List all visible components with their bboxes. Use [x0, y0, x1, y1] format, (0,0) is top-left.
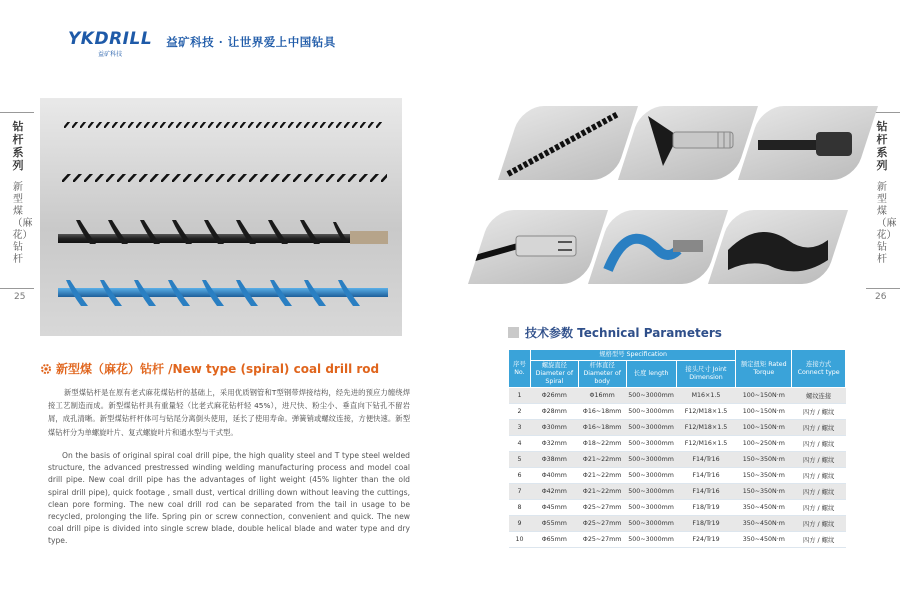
table-cell: Φ38mm [530, 452, 578, 468]
table-cell: 500~3000mm [626, 484, 676, 500]
table-cell: F18/Tr19 [676, 516, 736, 532]
detail-photo-rod-tail-screw [618, 106, 758, 180]
table-cell: F24/Tr19 [676, 532, 736, 548]
tech-params-title [508, 324, 722, 341]
header-body-diameter: 杆体直径 Diameter of body [578, 361, 626, 388]
table-cell: 四方 / 螺纹 [792, 500, 846, 516]
table-cell: 10 [509, 532, 531, 548]
detail-photo-blue-spiral-end [588, 210, 728, 284]
side-tab-title: 钻杆系列 [876, 120, 888, 172]
table-cell: 4 [509, 436, 531, 452]
table-cell: F14/Tr16 [676, 452, 736, 468]
tech-params-body [509, 388, 846, 548]
table-cell: Φ42mm [530, 484, 578, 500]
table-cell: Φ28mm [530, 404, 578, 420]
table-cell: F12/M16×1.5 [676, 436, 736, 452]
table-cell: 8 [509, 500, 531, 516]
section-title-text: 新型煤（麻花）钻杆 /New type (spiral) coal drill rod [56, 362, 380, 376]
table-row [509, 436, 846, 452]
table-cell: F14/Tr16 [676, 484, 736, 500]
table-cell: F12/M18×1.5 [676, 404, 736, 420]
square-bullet-icon [508, 327, 519, 338]
table-cell: 150~350N·m [736, 468, 792, 484]
company-logo [68, 30, 152, 58]
table-cell: F18/Tr19 [676, 500, 736, 516]
table-cell: F12/M18×1.5 [676, 420, 736, 436]
table-row [509, 516, 846, 532]
table-cell: 500~3000mm [626, 420, 676, 436]
table-cell: Φ30mm [530, 420, 578, 436]
table-row [509, 420, 846, 436]
page-number: 25 [14, 292, 26, 302]
gear-icon [40, 363, 52, 375]
table-cell: Φ40mm [530, 468, 578, 484]
left-side-tab [6, 120, 33, 266]
table-cell: Φ26mm [530, 388, 578, 404]
table-cell: F14/Tr16 [676, 468, 736, 484]
right-side-tab [870, 120, 897, 266]
table-cell: 150~350N·m [736, 452, 792, 468]
section-title [40, 360, 379, 377]
table-cell: 150~350N·m [736, 484, 792, 500]
table-cell: 100~150N·m [736, 420, 792, 436]
page-number: 26 [875, 292, 887, 302]
table-cell: Φ32mm [530, 436, 578, 452]
table-row [509, 404, 846, 420]
table-cell: 6 [509, 468, 531, 484]
table-cell: 9 [509, 516, 531, 532]
drill-rod-product-photo [40, 98, 402, 336]
table-row [509, 452, 846, 468]
header-no: 序号 No. [509, 350, 531, 388]
header-specification: 规格型号 Specification [530, 350, 735, 361]
table-cell: Φ16mm [578, 388, 626, 404]
table-cell: Φ25~27mm [578, 500, 626, 516]
table-cell: 500~3000mm [626, 500, 676, 516]
table-cell: 500~3000mm [626, 516, 676, 532]
table-cell: 500~3000mm [626, 452, 676, 468]
header-spiral-diameter: 螺旋直径 Diameter of Spiral [530, 361, 578, 388]
table-cell: 500~3000mm [626, 436, 676, 452]
table-cell: 350~450N·m [736, 516, 792, 532]
table-cell: 四方 / 螺纹 [792, 452, 846, 468]
side-rule [866, 288, 900, 289]
drill-rods-illustration [40, 98, 402, 336]
tech-params-table [508, 349, 846, 548]
table-cell: 3 [509, 420, 531, 436]
table-cell: 7 [509, 484, 531, 500]
detail-photo-rod-spiral [498, 106, 638, 180]
table-cell: Φ21~22mm [578, 452, 626, 468]
table-cell: 500~3000mm [626, 404, 676, 420]
header-rated-torque: 额定扭矩 Rated Torque [736, 350, 792, 388]
chinese-description: 新型煤钻杆是在原有老式麻花煤钻杆的基础上，采用优质钢管和T型钢带焊接结构，经先进的预应力缠绕焊接工艺制造而成。新型煤钻杆具有重量轻（比老式麻花钻杆轻 45%），进尺快、粉尘小、垂直向下钻孔不留岩屑，成孔清晰。新型煤钻杆杆体可与钻尾分离倒头使用，延长了使用寿命。弹簧销或螺纹连接，方便快速。新型煤钻杆分为单螺旋叶片、复式螺旋叶片和通水型与干式型。 [48, 388, 410, 437]
table-cell: 四方 / 螺纹 [792, 516, 846, 532]
table-row [509, 532, 846, 548]
table-cell: 1 [509, 388, 531, 404]
table-cell: Φ21~22mm [578, 468, 626, 484]
detail-photo-rod-tail-shank [738, 106, 878, 180]
table-cell: 500~3000mm [626, 532, 676, 548]
table-cell: Φ21~22mm [578, 484, 626, 500]
table-cell: 四方 / 螺纹 [792, 420, 846, 436]
table-cell: 100~150N·m [736, 404, 792, 420]
table-cell: 350~450N·m [736, 500, 792, 516]
table-cell: 2 [509, 404, 531, 420]
header-length: 长度 length [626, 361, 676, 388]
table-cell: 四方 / 螺纹 [792, 404, 846, 420]
side-tab-subtitle: 新型煤（麻花）钻杆 [876, 182, 897, 265]
table-cell: 5 [509, 452, 531, 468]
table-cell: 四方 / 螺纹 [792, 484, 846, 500]
table-row [509, 484, 846, 500]
logo-subtext: 益矿科技 [98, 51, 123, 58]
table-cell: M16×1.5 [676, 388, 736, 404]
table-row [509, 500, 846, 516]
side-rule [0, 288, 34, 289]
table-cell: Φ16~18mm [578, 404, 626, 420]
table-cell: 500~3000mm [626, 468, 676, 484]
brand-header [68, 30, 336, 58]
table-row [509, 388, 846, 404]
side-tab-title: 钻杆系列 [12, 120, 24, 172]
detail-photo-hex-shank [468, 210, 608, 284]
table-cell: Φ16~18mm [578, 420, 626, 436]
table-cell: 四方 / 螺纹 [792, 532, 846, 548]
tech-params-title-text: 技术参数 Technical Parameters [525, 326, 722, 340]
logo-text: YKDRILL [68, 29, 153, 49]
table-cell: 四方 / 螺纹 [792, 436, 846, 452]
table-cell: 100~150N·m [736, 388, 792, 404]
english-description: On the basis of original spiral coal drill pipe, the high quality steel and T type steel welded structure, the advanced prestressed winding welding manufacturing process and model coal drill pipe. New coal drill pipe has the advantages of light weight (45% lighter than the old spiral drill pipe), quick footage , small dust, vertical drilling down without leaving the cuttings, clean pore forming. The new coal drill rod can be separated from the tail in usage to be recycled, prolonging the life. Spring pin or screw connection, convenient and quick. The new coal drill pipe is divided into single screw blade, double helical blade and water type and dry type. [48, 451, 410, 546]
table-cell: 350~450N·m [736, 532, 792, 548]
table-cell: Φ18~22mm [578, 436, 626, 452]
table-cell: Φ45mm [530, 500, 578, 516]
side-tab-subtitle: 新型煤（麻花）钻杆 [12, 182, 33, 265]
table-row [509, 468, 846, 484]
table-cell: 500~3000mm [626, 388, 676, 404]
table-cell: Φ25~27mm [578, 516, 626, 532]
table-cell: Φ55mm [530, 516, 578, 532]
slogan: 益矿科技 · 让世界爱上中国钻具 [166, 35, 336, 49]
header-connect-type: 连接方式 Connect type [792, 350, 846, 388]
header-joint-dimension: 接头尺寸 Joint Dimension [676, 361, 736, 388]
side-rule [0, 112, 34, 113]
table-cell: 100~250N·m [736, 436, 792, 452]
table-cell: 螺纹连接 [792, 388, 846, 404]
table-cell: Φ25~27mm [578, 532, 626, 548]
table-cell: Φ65mm [530, 532, 578, 548]
table-cell: 四方 / 螺纹 [792, 468, 846, 484]
detail-photo-bit-head [708, 210, 848, 284]
